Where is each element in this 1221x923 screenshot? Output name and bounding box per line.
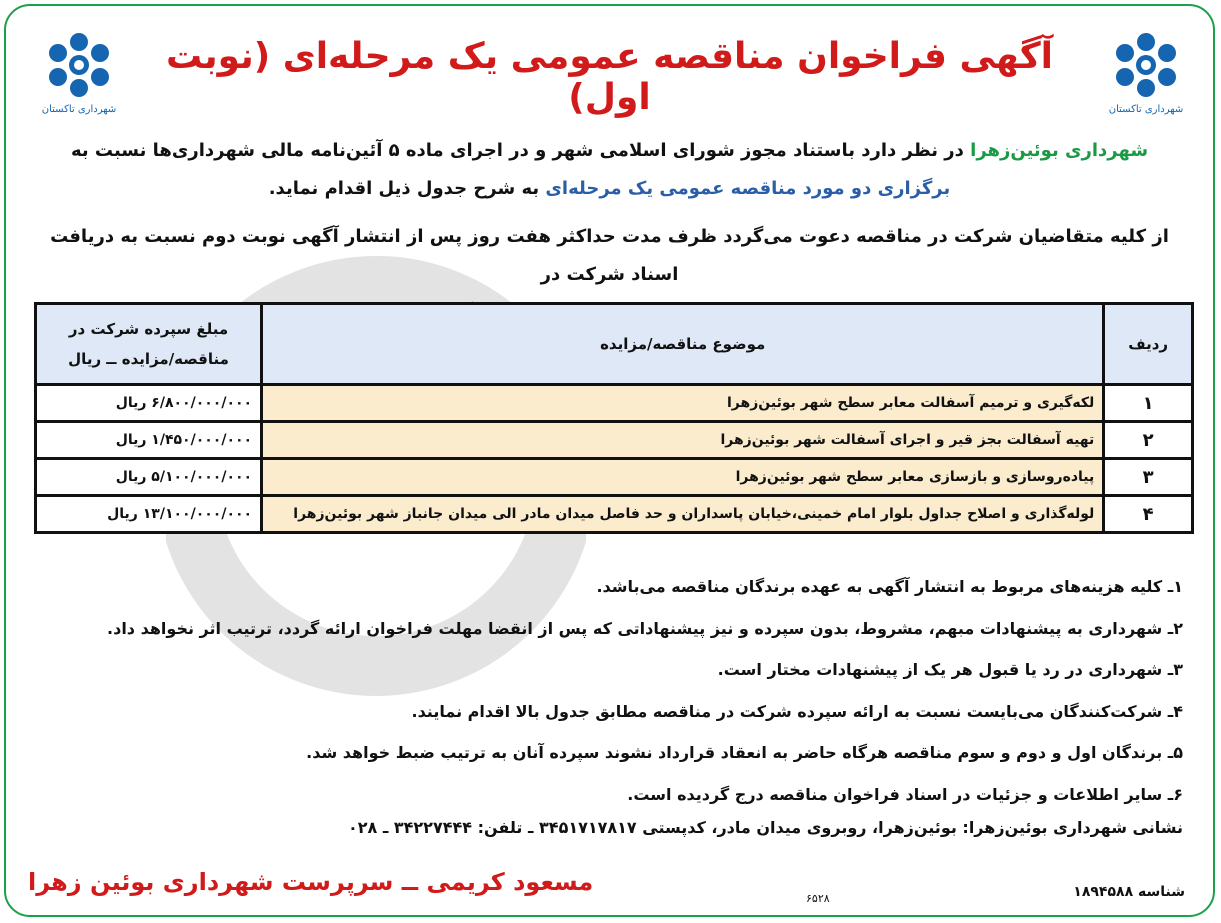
header-subject: موضوع مناقصه/مزایده — [263, 305, 1102, 383]
logo-caption: شهرداری تاکستان — [1108, 104, 1184, 115]
intro-line-3: از کلیه متقاضیان شرکت در مناقصه دعوت می‌گردد ظرف مدت حداکثر هفت روز پس از انتشار آگهی نوبت دوم نسبت به دریافت اسناد شرکت در — [50, 226, 1169, 285]
row-amount: ۵/۱۰۰/۰۰۰/۰۰۰ ریال — [37, 460, 260, 494]
row-amount: ۱۳/۱۰۰/۰۰۰/۰۰۰ ریال — [37, 497, 260, 531]
row-amount: ۱/۴۵۰/۰۰۰/۰۰۰ ریال — [37, 423, 260, 457]
notice-id: شناسه ۱۸۹۴۵۸۸ — [1073, 884, 1185, 900]
condition-item: ۱ـ کلیه هزینه‌های مربوط به انتشار آگهی به عهده برندگان مناقصه می‌باشد. — [596, 577, 1183, 596]
logo-caption: شهرداری تاکستان — [41, 104, 117, 115]
condition-item: ۵ـ برندگان اول و دوم و سوم مناقصه هرگاه حاضر به انعقاد قرارداد نشوند سپرده آنان به ترتیب ضبط خواهد شد. — [306, 743, 1183, 762]
print-code: ۶۵۲۸ — [806, 892, 830, 905]
flower-logo-icon — [1103, 28, 1189, 102]
header-row-number: ردیف — [1105, 305, 1191, 383]
conditions-list — [33, 566, 1183, 815]
flower-logo-icon — [36, 28, 122, 102]
row-subject: پیاده‌روسازی و بازسازی معابر سطح شهر بوئین‌زهرا — [263, 460, 1102, 494]
condition-item: ۳ـ شهرداری در رد یا قبول هر یک از پیشنهادات مختار است. — [717, 660, 1183, 679]
condition-item: ۴ـ شرکت‌کنندگان می‌بایست نسبت به ارائه سپرده شرکت در مناقصه مطابق جدول بالا اقدام نمایند. — [411, 701, 1183, 721]
header-amount-line1: مبلغ سپرده شرکت در — [68, 320, 229, 338]
row-subject: تهیه آسفالت بجز قیر و اجرای آسفالت شهر بوئین‌زهرا — [263, 423, 1102, 457]
row-subject: لوله‌گذاری و اصلاح جداول بلوار امام خمینی،خیابان پاسداران و حد فاصل میدان مادر الی میدان جانباز شهر بوئین‌زهرا — [263, 497, 1102, 531]
intro-line-2: به شرح جدول ذیل اقدام نماید. — [268, 178, 540, 199]
header-amount — [37, 305, 260, 383]
row-number: ۱ — [1105, 386, 1191, 420]
intro-line-1: در نظر دارد باستناد مجوز شورای اسلامی شهر و در اجرای ماده ۵ آئین‌نامه مالی شهرداری‌ها نسبت به — [70, 140, 964, 161]
intro-highlight: برگزاری دو مورد مناقصه عمومی یک مرحله‌ای — [545, 178, 951, 199]
condition-item: ۶ـ سایر اطلاعات و جزئیات در اسناد فراخوان مناقصه درج گردیده است. — [627, 784, 1183, 804]
tender-table — [34, 302, 1194, 534]
row-number: ۴ — [1105, 497, 1191, 531]
row-amount: ۶/۸۰۰/۰۰۰/۰۰۰ ریال — [37, 386, 260, 420]
notice-frame — [4, 4, 1215, 917]
condition-item: ۲ـ شهرداری به پیشنهادات مبهم، مشروط، بدون سپرده و نیز پیشنهاداتی که پس از انقضا مهلت فراخوان ارائه گردد، ترتیب اثر نخواهد داد. — [107, 618, 1183, 638]
row-number: ۲ — [1105, 423, 1191, 457]
page-title: آگهی فراخوان مناقصه عمومی یک مرحله‌ای (نوبت اول) — [166, 36, 1053, 118]
table-row — [37, 497, 1191, 531]
row-subject: لکه‌گیری و ترمیم آسفالت معابر سطح شهر بوئین‌زهرا — [263, 386, 1102, 420]
table-row — [37, 386, 1191, 420]
intro-paragraph-1 — [46, 132, 1173, 208]
municipality-address: نشانی شهرداری بوئین‌زهرا: بوئین‌زهرا، روبروی میدان مادر، کدپستی ۳۴۵۱۷۱۷۸۱۷ ـ تلفن: ۳۴۲۲۷۴۴۴ ـ ۰۲۸ — [347, 818, 1183, 837]
table-row — [37, 460, 1191, 494]
municipality-logo-right — [1103, 28, 1189, 124]
header-amount-line2: مناقصه/مزایده ــ ریال — [68, 350, 229, 368]
signature: مسعود کریمی ــ سرپرست شهرداری بوئین زهرا — [28, 868, 594, 896]
table-row — [37, 423, 1191, 457]
municipality-logo-left — [36, 28, 122, 124]
table-header-row — [37, 305, 1191, 383]
row-number: ۳ — [1105, 460, 1191, 494]
organization-name: شهرداری بوئین‌زهرا — [970, 140, 1149, 161]
